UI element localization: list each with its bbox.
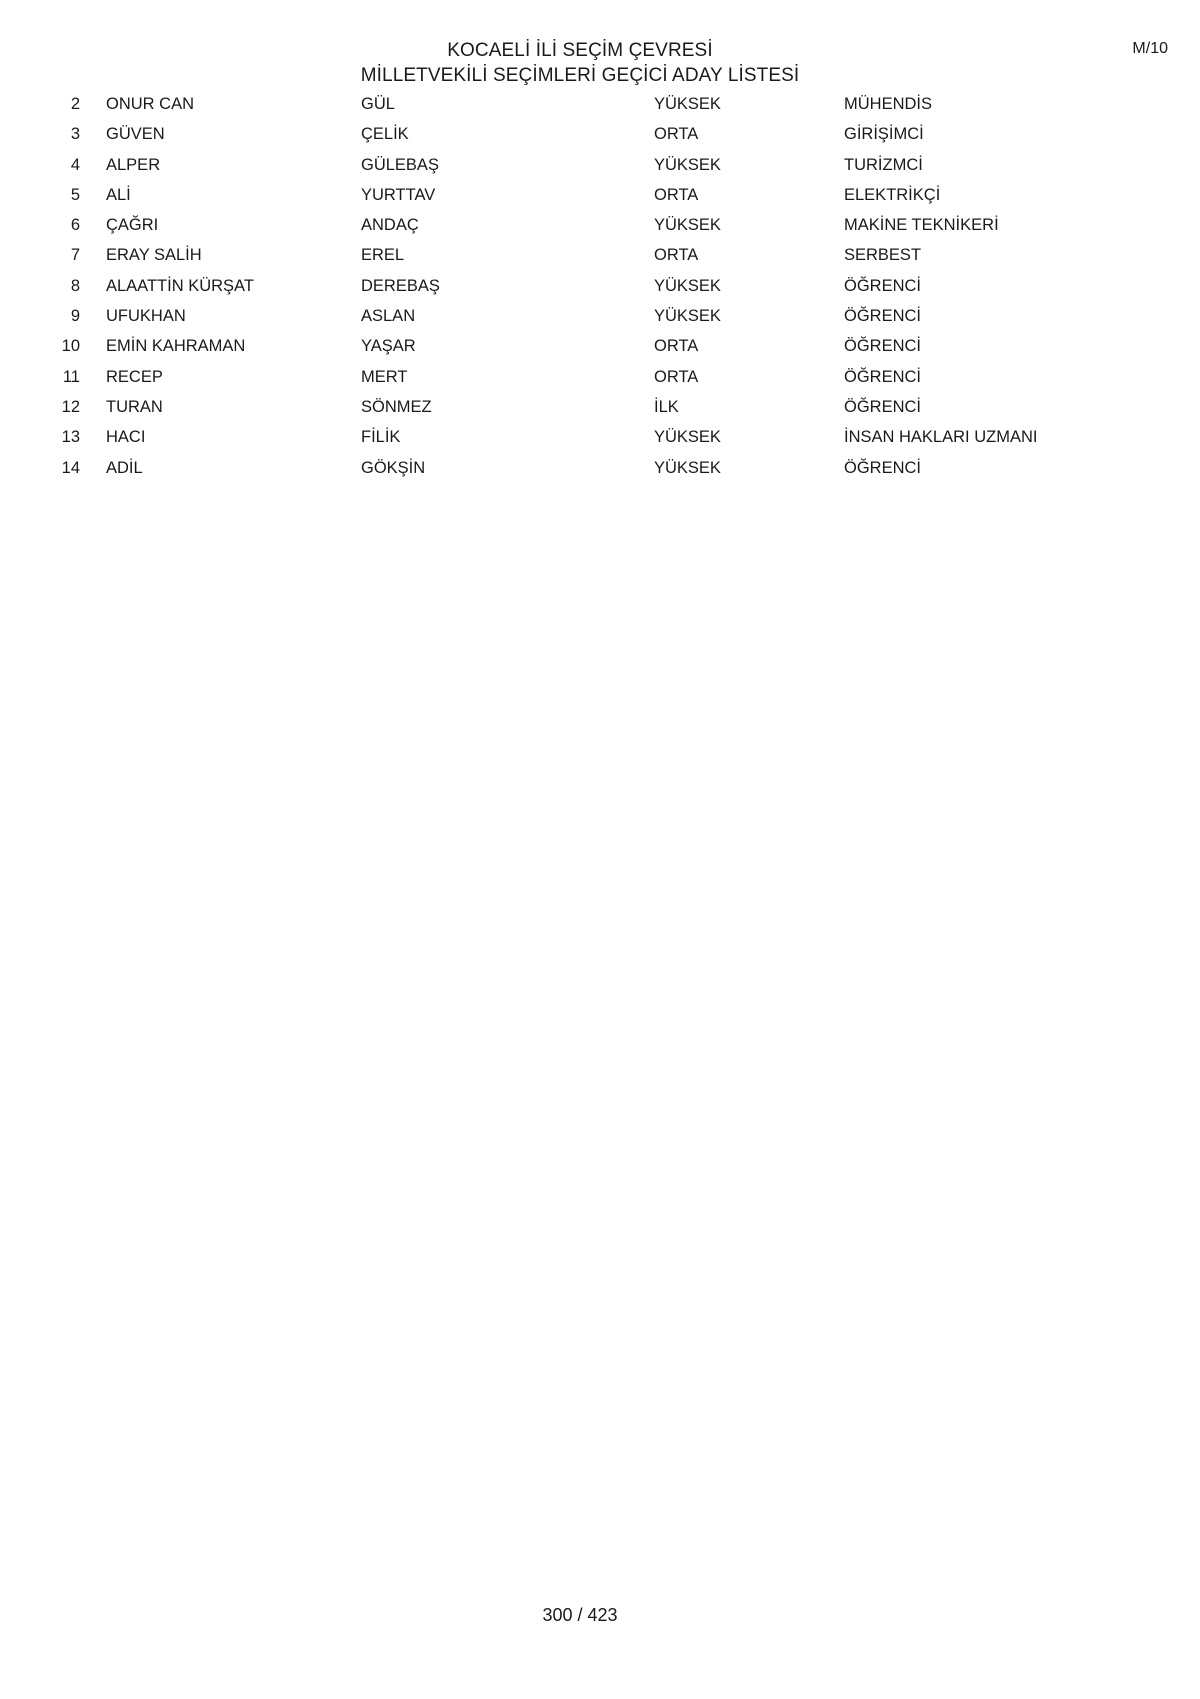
candidate-surname: YAŞAR bbox=[361, 337, 416, 356]
candidate-surname: YURTTAV bbox=[361, 185, 436, 204]
table-row bbox=[0, 425, 1200, 455]
candidate-occupation: TURİZMCİ bbox=[844, 155, 923, 174]
title-candidate-list: MİLLETVEKİLİ SEÇİMLERİ GEÇİCİ ADAY LİSTESİ bbox=[360, 65, 800, 86]
candidate-name: GÜVEN bbox=[106, 125, 165, 144]
table-row bbox=[0, 213, 1200, 243]
table-row bbox=[0, 274, 1200, 304]
candidate-surname: GÜL bbox=[361, 95, 395, 113]
candidate-name: HACI bbox=[106, 428, 146, 447]
candidate-number: 3 bbox=[70, 125, 80, 144]
candidate-surname: ÇELİK bbox=[361, 125, 409, 144]
candidate-number: 14 bbox=[61, 458, 80, 477]
candidate-number: 8 bbox=[70, 276, 80, 295]
candidate-education: YÜKSEK bbox=[654, 458, 721, 477]
candidate-surname: MERT bbox=[361, 367, 408, 386]
title-electoral-district: KOCAELİ İLİ SEÇİM ÇEVRESİ bbox=[447, 40, 713, 61]
candidate-education: YÜKSEK bbox=[654, 155, 721, 174]
candidate-occupation: SERBEST bbox=[844, 246, 922, 265]
candidate-occupation: İNSAN HAKLARI UZMANI bbox=[844, 428, 1038, 447]
candidate-surname: SÖNMEZ bbox=[361, 397, 432, 416]
table-row bbox=[0, 334, 1200, 364]
candidate-occupation: GİRİŞİMCİ bbox=[844, 125, 924, 144]
candidate-name: ALAATTİN KÜRŞAT bbox=[106, 276, 254, 295]
candidate-surname: DEREBAŞ bbox=[361, 276, 440, 295]
candidate-name: ALİ bbox=[106, 185, 131, 204]
candidate-occupation: ELEKTRİKÇİ bbox=[844, 185, 941, 204]
candidate-number: 4 bbox=[70, 155, 80, 174]
candidate-education: YÜKSEK bbox=[654, 95, 721, 113]
candidate-education: ORTA bbox=[654, 185, 699, 204]
candidate-surname: EREL bbox=[361, 246, 405, 265]
table-row bbox=[0, 243, 1200, 273]
candidate-surname: ANDAÇ bbox=[361, 216, 419, 235]
table-row bbox=[0, 365, 1200, 395]
candidate-education: ORTA bbox=[654, 367, 699, 386]
candidate-name: ÇAĞRI bbox=[106, 216, 159, 235]
candidate-education: ORTA bbox=[654, 337, 699, 356]
candidate-occupation: ÖĞRENCİ bbox=[844, 367, 922, 386]
table-row bbox=[0, 395, 1200, 425]
candidate-education: ORTA bbox=[654, 125, 699, 144]
candidate-name: ADİL bbox=[106, 458, 143, 477]
table-row bbox=[0, 456, 1200, 486]
candidate-number: 7 bbox=[70, 246, 80, 265]
candidate-number: 12 bbox=[61, 397, 80, 416]
candidate-number: 9 bbox=[70, 307, 80, 326]
candidate-name: UFUKHAN bbox=[106, 307, 186, 326]
candidate-table bbox=[0, 92, 1200, 486]
candidate-name: TURAN bbox=[106, 397, 163, 416]
candidate-number: 2 bbox=[70, 95, 80, 113]
candidate-education: YÜKSEK bbox=[654, 307, 721, 326]
candidate-occupation: MAKİNE TEKNİKERİ bbox=[844, 216, 999, 235]
page-number: 300 / 423 bbox=[542, 1605, 618, 1625]
candidate-surname: GÖKŞİN bbox=[361, 458, 426, 477]
candidate-surname: ASLAN bbox=[361, 307, 416, 326]
candidate-occupation: ÖĞRENCİ bbox=[844, 458, 922, 477]
candidate-surname: FİLİK bbox=[361, 428, 401, 447]
candidate-occupation: ÖĞRENCİ bbox=[844, 397, 922, 416]
candidate-occupation: MÜHENDİS bbox=[844, 95, 933, 113]
candidate-education: İLK bbox=[654, 397, 679, 416]
candidate-education: YÜKSEK bbox=[654, 216, 721, 235]
table-row bbox=[0, 183, 1200, 213]
candidate-name: ONUR CAN bbox=[106, 95, 195, 113]
candidate-surname: GÜLEBAŞ bbox=[361, 155, 439, 174]
document-header bbox=[0, 38, 1160, 88]
candidate-education: YÜKSEK bbox=[654, 276, 721, 295]
candidate-name: ERAY SALİH bbox=[106, 246, 202, 265]
table-row bbox=[0, 92, 1200, 122]
candidate-name: EMİN KAHRAMAN bbox=[106, 337, 246, 356]
candidate-number: 13 bbox=[61, 428, 80, 447]
candidate-occupation: ÖĞRENCİ bbox=[844, 307, 922, 326]
table-row bbox=[0, 153, 1200, 183]
candidate-occupation: ÖĞRENCİ bbox=[844, 276, 922, 295]
candidate-education: YÜKSEK bbox=[654, 428, 721, 447]
table-row bbox=[0, 122, 1200, 152]
candidate-number: 6 bbox=[70, 216, 80, 235]
candidate-number: 11 bbox=[62, 367, 80, 386]
candidate-name: ALPER bbox=[106, 155, 161, 174]
candidate-name: RECEP bbox=[106, 367, 163, 386]
candidate-occupation: ÖĞRENCİ bbox=[844, 337, 922, 356]
table-row bbox=[0, 304, 1200, 334]
candidate-number: 10 bbox=[61, 337, 80, 356]
candidate-education: ORTA bbox=[654, 246, 699, 265]
list-code: M/10 bbox=[1132, 40, 1168, 57]
candidate-number: 5 bbox=[70, 185, 80, 204]
